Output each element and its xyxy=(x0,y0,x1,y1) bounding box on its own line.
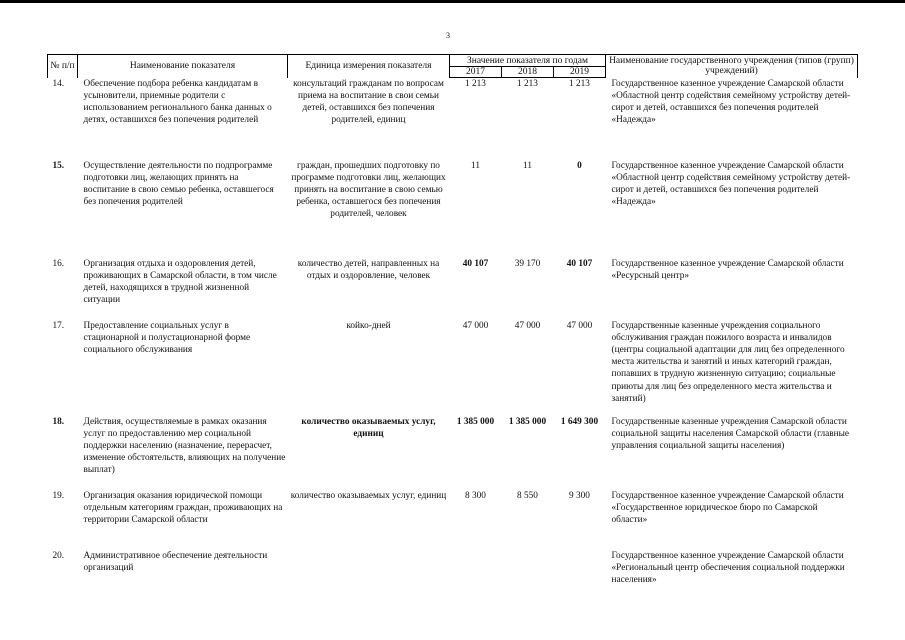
header-values: Значение показателя по годам xyxy=(450,55,606,67)
value-2018: 1 213 xyxy=(517,79,538,89)
value-2017: 8 300 xyxy=(465,490,486,501)
row-number: 20. xyxy=(52,550,65,561)
institution-name: Государственное казенное учреждение Самарской области «Государственное юридическое бюро по Самарской области» xyxy=(611,490,844,525)
value-2019: 40 107 xyxy=(566,258,593,269)
header-name: Наименование показателя xyxy=(78,55,288,78)
row-number: 17. xyxy=(52,320,65,331)
header-year-2019: 2019 xyxy=(554,67,606,78)
indicator-name: Административное обеспечение деятельности организаций xyxy=(83,550,268,573)
value-2019: 0 xyxy=(577,160,582,171)
header-unit: Единица измерения показателя xyxy=(288,55,450,78)
row-number: 16. xyxy=(52,258,65,269)
row-number: 14. xyxy=(52,78,65,89)
table-row xyxy=(48,78,858,160)
institution-name: Государственное казенное учреждение Самарской области «Областной центр содействия семейному устройству детей-сирот и детей, оставшихся без попечения родителей «Надежда» xyxy=(611,160,851,208)
top-border-line xyxy=(0,0,905,3)
indicator-name: Действия, осуществляемые в рамках оказания услуг по предоставлению мер социальной поддержки населению (назначение, перерасчет, изменение обстоятельств, влияющих на получение выплат) xyxy=(83,416,286,476)
value-2018: 8 550 xyxy=(517,490,538,501)
table-row xyxy=(48,320,858,416)
header-org: Наименование государственного учреждения (типов (групп) учреждений) xyxy=(606,55,858,78)
value-2019: 47 000 xyxy=(566,320,593,331)
value-2017: 1 213 xyxy=(465,79,486,89)
header-year-2018: 2018 xyxy=(502,67,554,78)
indicator-unit: граждан, прошедших подготовку по программе подготовки лиц, желающих принять на воспитание в свою семью ребенка, оставшегося без попечения родителей, человек xyxy=(291,160,446,220)
value-2018: 39 170 xyxy=(514,258,541,269)
value-2017: 47 000 xyxy=(462,320,489,331)
indicator-unit: количество оказываемых услуг, единиц xyxy=(301,416,436,439)
value-2018 xyxy=(502,550,554,590)
table-row xyxy=(48,416,858,490)
row-number: 19. xyxy=(52,490,65,501)
header-num: № п/п xyxy=(48,55,78,78)
indicator-unit: койко-дней xyxy=(346,320,391,331)
value-2019: 1 213 xyxy=(569,79,590,89)
value-2018: 1 385 000 xyxy=(508,416,547,427)
value-2017: 11 xyxy=(471,160,480,171)
value-2017: 40 107 xyxy=(462,258,489,269)
value-2019 xyxy=(554,550,606,590)
value-2019: 9 300 xyxy=(569,490,590,501)
value-2018: 11 xyxy=(523,160,532,171)
table-row xyxy=(48,550,858,590)
indicator-name: Обеспечение подбора ребенка кандидатам в усыновители, приемные родители с использованием регионального банка данных о детях, оставшихся без попечения родителей xyxy=(83,78,272,126)
value-2017: 1 385 000 xyxy=(456,416,495,427)
indicator-unit: количество детей, направленных на отдых и оздоровление, человек xyxy=(297,258,440,281)
indicator-name: Предоставление социальных услуг в стационарной и полустационарной форме социального обслуживания xyxy=(83,320,251,355)
indicator-unit: количество оказываемых услуг, единиц xyxy=(290,490,447,501)
indicator-unit: консультаций гражданам по вопросам приема на воспитание в свои семьи детей, оставшихся без попечения родителей, единиц xyxy=(293,78,444,126)
indicator-name: Организация оказания юридической помощи отдельным категориям граждан, проживающих на территории Самарской области xyxy=(83,490,283,525)
value-2019: 1 649 300 xyxy=(560,416,599,427)
institution-name: Государственные казенные учреждения социального обслуживания граждан пожилого возраста и инвалидов (центры социальной адаптации для лиц без определенного места жительства и занятий и иных категорий граждан, попавших в трудную жизненную ситуацию; социальные приюты для лиц без определенного места жительства и занятий) xyxy=(611,320,845,404)
value-2018: 47 000 xyxy=(514,320,541,331)
value-2017 xyxy=(450,550,502,590)
indicator-name: Осуществление деятельности по подпрограмме подготовки лиц, желающих принять на воспитание в свою семью ребенка, оставшегося без попечения родителей xyxy=(83,160,274,208)
indicator-name: Организация отдыха и оздоровления детей, проживающих в Самарской области, в том числе детей, находящихся в трудной жизненной ситуации xyxy=(83,258,277,306)
page-number: 3 xyxy=(446,31,450,40)
row-number: 15. xyxy=(52,160,65,171)
table-row xyxy=(48,258,858,320)
indicator-unit xyxy=(288,550,450,590)
header-year-2017: 2017 xyxy=(450,67,502,78)
institution-name: Государственное казенное учреждение Самарской области «Региональный центр обеспечения социальной поддержки населения» xyxy=(611,550,845,585)
indicators-table xyxy=(47,54,858,590)
institution-name: Государственные казенные учреждения Самарской области социальной защиты населения Самарской области (главные управления социальной защиты населения) xyxy=(611,416,849,451)
institution-name: Государственное казенное учреждение Самарской области «Ресурсный центр» xyxy=(611,258,844,281)
table-row xyxy=(48,160,858,258)
institution-name: Государственное казенное учреждение Самарской области «Областной центр содействия семейному устройству детей-сирот и детей, оставшихся без попечения родителей «Надежда» xyxy=(611,78,851,126)
row-number: 18. xyxy=(52,416,65,427)
table-row xyxy=(48,490,858,550)
